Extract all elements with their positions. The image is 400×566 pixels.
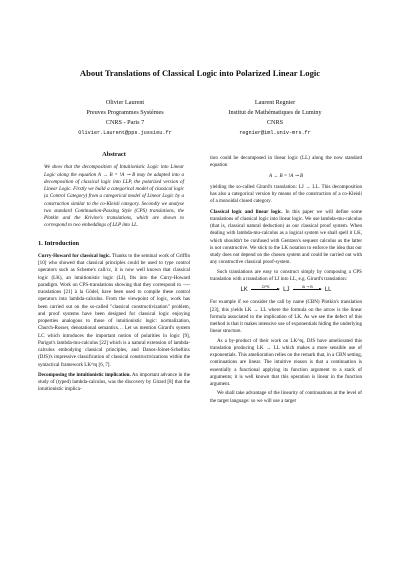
author-2 xyxy=(200,98,350,138)
paragraph-text: Thanks to the seminal work of Griffin [10] who showed that classical principles could be used to type control operators such as Scheme's call/cc, it is now well known that classical logic (LK), an intuitionistic logic (LJ), fits into the Curry-Howard paradigm. Work on CPS-translations showing that they correspond to ¬¬-translations [21] à la Gödel, have been used to compile these control operators into lambda-calculus. From the viewpoint of logic, work has been carried out on the so-called "classical constructivization" problem, and proof systems have been designed for classical logic enjoying properties analogous to those of intuitionistic logic: normalization, Church-Rosser, denotational semantics… Let us mention Girard's system LC which introduces the important notion of polarities in logic [9], Parigot's lambda-mu-calculus [22] which is a natural extension of lambda-calculus embodying classical principles, and Danos-Joinet-Schellinx (DJS)'s impressive classification of classical constructivizations within the syntactical framework LK^tq [6, 7]. xyxy=(38,252,191,368)
author-1 xyxy=(50,98,200,138)
translation-diagram xyxy=(210,284,362,294)
diagram-node: LK xyxy=(240,287,248,293)
author-email: Olivier.Laurent@pps.jussieu.fr xyxy=(78,130,172,136)
paragraph xyxy=(38,372,190,394)
paragraph-lead: Classical logic and linear logic. xyxy=(210,208,283,215)
paragraph-lead: Decomposing the intuitionistic implication. xyxy=(38,371,131,378)
abstract-heading: Abstract xyxy=(102,151,126,158)
paragraph-text: In this paper we will define some translations of classical logic into linear logic. We use lambda-mu-calculus (that is, classical natural deduction) as our classical proof system. When dealing with lambda-mu-calculus as a logical system we shall spell it LK, which shouldn't be confused with Gentzen's sequent calculus as the latter is not constructive. We stick to the LK notation to enforce the idea that our study does not depend on the chosen system and could be carried out with any constructive classical proof-system. xyxy=(210,208,363,266)
paragraph-text: Such translations are easy to construct simply by composing a CPS translation with a translation of LJ into LL, e.g. Girard's translation: xyxy=(210,268,362,282)
author-name: Olivier Laurent xyxy=(105,99,145,106)
paragraph-text: As a by-product of their work on LK^tq, DJS have ameliorated this translation producing LK → LL which makes a more sensible use of exponentials. This amelioration relies on the remark that, in a CBN setting, continuations are linear. The intuitive reason is that a continuation is essentially a functional applying its function argument to a stack of arguments; it is well known that this operation is linear in the function argument. xyxy=(210,337,362,387)
diagram-node: LL xyxy=(324,287,332,293)
arrow-icon xyxy=(251,284,279,290)
arrow-label: !A ⊸ B xyxy=(301,284,313,289)
author-institution: CNRS xyxy=(266,119,284,126)
paragraph-text: tion could be decomposed in linear logic (LL) along the now standard equation xyxy=(210,155,362,169)
equation: A → B = !A ⊸ B xyxy=(268,172,304,179)
paragraph-text: An important advance in the study of (typed) lambda-calculus, was the discovery by Girard [8] that the intuitionistic implica- xyxy=(38,371,191,393)
paper-title: About Translations of Classical Logic into Polarized Linear Logic xyxy=(79,68,321,78)
abstract-text: We show that the decomposition of Intuitionistic Logic into Linear Logic along the equation A → B = !A ⊸ B may be adapted into a decomposition of classical logic into LLP, the polarized version of Linear Logic. Firstly we build a categorical model of classical logic (a Control Category) from a categorical model of Linear Logic by a construction similar to the co-Kleisli category. Secondly we analyse two standard Continuation-Passing Style (CPS) translations, the Plotkin and the Krivine's translations, which are shown to correspond to two embeddings of LLP into LL. xyxy=(44,164,184,229)
arrow-icon xyxy=(293,284,321,290)
paragraph-text: We shall take advantage of the linearity of continuations at the level of the target language: so we will use a target xyxy=(210,390,362,404)
right-column xyxy=(210,155,362,407)
arrow-label: CPS xyxy=(261,284,270,289)
paragraph xyxy=(210,209,362,267)
paragraph xyxy=(38,253,190,369)
paragraph-lead: Curry-Howard for classical logic. xyxy=(38,252,111,259)
author-affiliation: Institut de Mathématiques de Luminy xyxy=(228,109,322,116)
author-affiliation: Preuves Programmes Systèmes xyxy=(86,109,164,116)
diagram-node: LJ xyxy=(283,287,290,293)
section-heading: 1. Introduction xyxy=(38,239,80,247)
author-name: Laurent Regnier xyxy=(254,99,296,106)
paragraph-text: yielding the so-called Girard's translation: LJ → LL. This decomposition has also a categorical version by means of the construction of a co-Kleisli of a monoidal closed category. xyxy=(210,183,362,205)
left-column xyxy=(38,150,190,396)
paragraph-text: For example if we consider the call by name (CBN) Plotkin's translation [23], this yields LK → LL where the formula on the arrow is the linear formula associated to the implication of LK. As we see the defect of this method is that it makes intensive use of exponentials hiding the underlying linear structure. xyxy=(210,299,362,335)
author-institution: CNRS - Paris 7 xyxy=(105,119,145,126)
author-email: regnier@iml.univ-mrs.fr xyxy=(239,130,311,136)
